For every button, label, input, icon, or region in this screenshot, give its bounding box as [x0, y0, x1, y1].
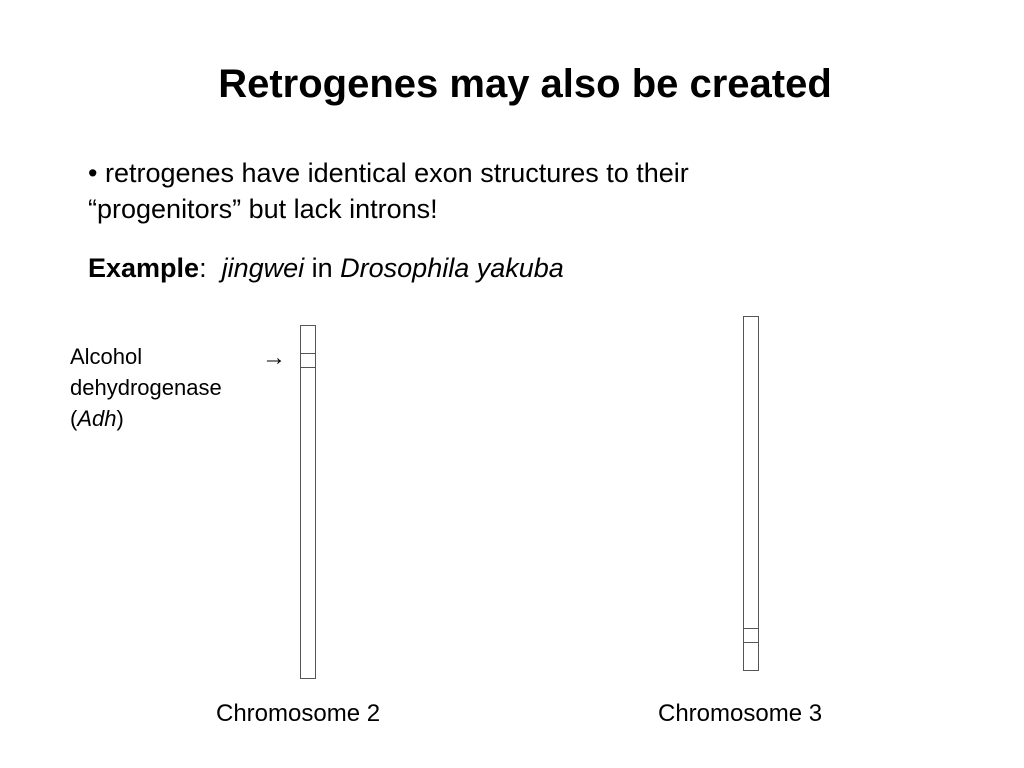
chromosome-2-band-top: [301, 353, 315, 354]
chromosome-2-label: Chromosome 2: [216, 700, 381, 727]
chromosome-3-bar: [743, 316, 759, 671]
example-line: [88, 250, 564, 286]
gene-label-line3: [70, 403, 222, 434]
chromosome-3-label: Chromosome 3: [658, 700, 823, 727]
slide-title: Retrogenes may also be created: [218, 62, 832, 106]
adh-gene-label: [70, 341, 222, 434]
example-species: Drosophila yakuba: [340, 253, 564, 283]
gene-open-paren: (: [70, 406, 78, 431]
gene-label-line1: Alcohol: [70, 344, 143, 369]
gene-close-paren: ): [116, 406, 124, 431]
example-connector: in: [304, 253, 341, 283]
right-arrow-icon: →: [262, 344, 286, 371]
gene-label-line2: dehydrogenase: [70, 375, 222, 400]
bullet-point: • retrogenes have identical exon structures to their “progenitors” but lack introns!: [88, 158, 689, 224]
chromosome-3-band-bottom: [744, 642, 758, 643]
example-colon: :: [199, 253, 222, 283]
chromosome-2-band-bottom: [301, 367, 315, 368]
example-gene: jingwei: [221, 253, 305, 283]
chromosome-3-band-top: [744, 628, 758, 629]
gene-symbol: Adh: [77, 406, 117, 431]
example-label: Example: [88, 253, 200, 283]
chromosome-2-bar: [300, 325, 316, 679]
